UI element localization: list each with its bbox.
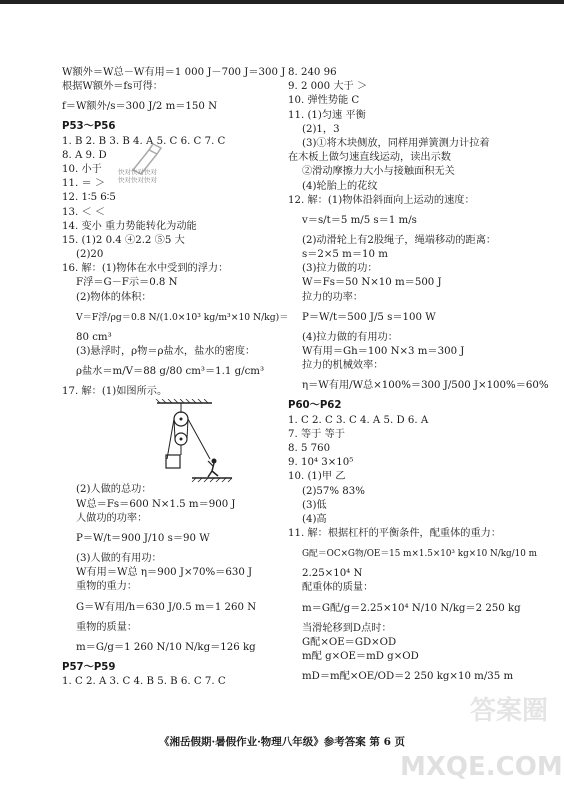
formula-line: mD＝m配×OE/OD＝2 250 kg×10 m/35 m (302, 671, 514, 683)
answer-line: 重物的重力： (76, 581, 138, 593)
answer-line: s＝2×5 m＝10 m (302, 249, 388, 261)
answer-line: 8. A 9. D (62, 149, 107, 161)
answer-line: (2)物体的体积： (76, 291, 152, 303)
answer-line: 80 cm³ (76, 331, 112, 343)
formula-line: G配＝OC×G物/OE＝15 m×1.5×10³ kg×10 N/kg/10 m (302, 549, 537, 560)
answer-line: 拉力的机械效率： (302, 360, 384, 372)
answer-line: (2)57% 83% (302, 485, 365, 497)
answer-line: 配重体的质量： (302, 582, 374, 594)
text-line: W额外＝W总－W有用＝1 000 J－700 J＝300 J (62, 67, 286, 78)
answer-line: 9. 10⁴ 3×10⁵ (288, 457, 354, 469)
answer-line: 9. 2 000 大于 ＞ (288, 81, 368, 93)
answer-line: 10. 小于 (62, 163, 102, 175)
answer-line: (2)人做的总功： (76, 484, 152, 496)
answer-line: 在木板上做匀速直线运动，读出示数 (288, 152, 451, 164)
answer-line: W总＝Fs＝600 N×1.5 m＝900 J (76, 498, 236, 510)
formula-line: m＝G配/g＝2.25×10⁴ N/10 N/kg＝2 250 kg (302, 602, 521, 614)
answer-line: 8. 5 760 (288, 442, 331, 454)
answer-line: (3)①将木块侧放，同样用弹簧测力计拉着 (302, 137, 490, 149)
answer-line: 人做功的功率： (76, 512, 148, 524)
answer-line: 15. (1)2 0.4 ④2.2 ⑤5 大 (62, 234, 185, 246)
formula-line: P＝W/t＝500 J/5 s＝100 W (302, 311, 436, 323)
top-border (0, 0, 564, 4)
answer-line: 重物的质量： (76, 621, 138, 633)
answer-line: F浮＝G－F示＝0.8 N (76, 277, 178, 289)
answer-line: 11. 解：根据杠杆的平衡条件，配重体的重力： (288, 528, 502, 540)
answer-line: 17. 解：(1)如图所示。 (62, 386, 168, 398)
formula-line: v＝s/t＝5 m/5 s＝1 m/s (302, 214, 417, 226)
formula-line: f＝W额外/s＝300 J/2 m＝150 N (62, 101, 218, 113)
answer-line: m配 g×OE＝mD g×OD (302, 651, 419, 662)
answer-line: 14. 变小 重力势能转化为动能 (62, 220, 197, 232)
left-column (62, 66, 289, 689)
answer-line: G配×OE＝GD×OD (302, 636, 397, 648)
section-heading: P57～P59 (62, 661, 116, 673)
answer-line: 8. 240 96 (288, 67, 337, 78)
section-heading: P53～P56 (62, 121, 116, 133)
answer-line: (3)悬浮时，ρ物＝ρ盐水，盐水的密度： (76, 346, 256, 357)
section-heading: P60～P62 (288, 400, 342, 412)
answer-line: (3)人做的有用功： (76, 552, 162, 564)
answer-line: 当滑轮移到D点时： (302, 622, 392, 634)
answer-line: 2.25×10⁴ N (302, 568, 363, 580)
answer-line: 1. C 2. A 3. C 4. B 5. B 6. C 7. C (62, 675, 226, 687)
answer-line: 1. C 2. C 3. C 4. A 5. D 6. A (288, 414, 429, 426)
answer-line: (2)1，3 (302, 123, 340, 135)
answer-line: 12. 解：(1)物体沿斜面向上运动的速度： (288, 194, 475, 206)
answer-line: 16. 解：(1)物体在水中受到的浮力： (62, 263, 229, 275)
answer-line: 12. 1∶5 6∶5 (62, 192, 116, 204)
answer-line: ②滑动摩擦力大小与接触面积无关 (302, 166, 455, 178)
answer-line: (3)拉力做的功： (302, 263, 378, 275)
stamp-text: 快对快对快对 快对快对快对 (118, 168, 157, 184)
answer-line: 11. (1)匀速 平衡 (288, 109, 366, 121)
formula-line: V＝F浮/ρg＝0.8 N/(1.0×10³ kg/m³×10 N/kg)＝ (76, 311, 289, 323)
answer-line: 11. ＝ ＞ (62, 178, 106, 190)
answer-line: 7. 等于 等于 (288, 428, 345, 440)
formula-line: η＝W有用/W总×100%＝300 J/500 J×100%＝60% (302, 380, 549, 392)
text-line: 根据W额外＝fs可得： (62, 81, 163, 93)
formula-line: P＝W/t＝900 J/10 s＝90 W (76, 532, 210, 544)
answer-line: W有用＝W总 η＝900 J×70%＝630 J (76, 567, 253, 579)
formula-line: G＝W有用/h＝630 J/0.5 m＝1 260 N (76, 601, 257, 613)
answer-line: 1. B 2. B 3. B 4. A 5. C 6. C 7. C (62, 135, 226, 147)
answer-line: 10. 弹性势能 C (288, 95, 360, 107)
formula-line: ρ盐水＝m/V＝88 g/80 cm³＝1.1 g/cm³ (76, 366, 265, 378)
answer-line: 13. ＜ ＜ (62, 206, 106, 218)
answer-line: W有用＝Gh＝100 N×3 m＝300 J (302, 346, 465, 357)
watermark-logo: 答案圈 (470, 696, 549, 726)
pulley-diagram (62, 399, 277, 483)
page-footer: 《湘岳假期·暑假作业·物理八年级》参考答案 第 6 页 (158, 736, 406, 748)
answer-line: W＝Fs＝50 N×10 m＝500 J (302, 277, 442, 289)
answer-line: (4)拉力做的有用功： (302, 331, 398, 343)
formula-line: m＝G/g＝1 260 N/10 N/kg＝126 kg (76, 641, 256, 653)
watermark-text: MXQE.COM (400, 752, 563, 782)
answer-line: (4)高 (302, 513, 327, 525)
answer-line: (3)低 (302, 499, 327, 511)
answer-line: (4)轮胎上的花纹 (302, 180, 378, 192)
answer-line: 拉力的功率： (302, 291, 364, 303)
answer-line: (2)20 (76, 249, 104, 261)
answer-line: 10. (1)甲 乙 (288, 471, 346, 483)
answer-line: (2)动滑轮上有2股绳子，绳端移动的距离： (302, 234, 497, 246)
pulley-figure (62, 399, 277, 483)
right-column (288, 66, 549, 690)
